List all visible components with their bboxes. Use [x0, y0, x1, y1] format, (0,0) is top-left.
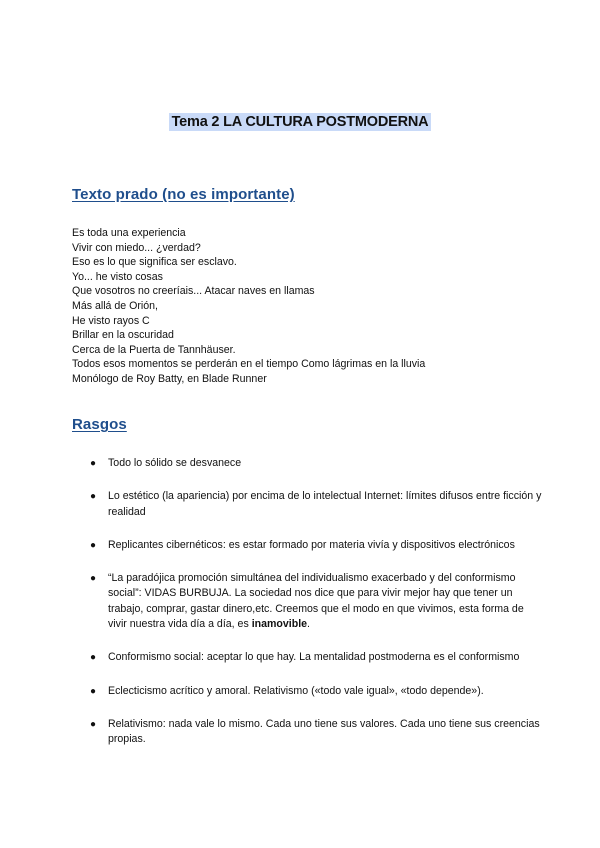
bullet-icon: ● — [90, 718, 97, 730]
list-item-text: Replicantes cibernéticos: es estar formado por materia vivía y dispositivos electrónicos — [108, 538, 515, 551]
list-item-bold-text: inamovible — [251, 618, 308, 631]
poem-line: He visto rayos C — [72, 314, 150, 327]
poem-line: Brillar en la oscuridad — [72, 329, 174, 342]
bullet-icon: ● — [90, 573, 97, 585]
poem-text — [72, 226, 425, 387]
poem-line: Todos esos momentos se perderán en el tiempo Como lágrimas en la lluvia — [72, 358, 426, 371]
list-item-text: Todo lo sólido se desvanece — [108, 457, 242, 469]
rasgos-list — [72, 456, 542, 766]
list-item — [72, 538, 542, 553]
bullet-icon: ● — [90, 539, 97, 551]
list-item-text: Eclecticismo acrítico y amoral. Relativismo («todo vale igual», «todo depende»). — [108, 684, 484, 697]
poem-line: Monólogo de Roy Batty, en Blade Runner — [72, 372, 267, 385]
list-item — [72, 571, 542, 632]
list-item — [72, 684, 542, 699]
section-heading-rasgos: Rasgos — [72, 416, 127, 433]
page-title: Tema 2 LA CULTURA POSTMODERNA — [169, 113, 432, 131]
poem-line: Eso es lo que significa ser esclavo. — [72, 256, 237, 269]
bullet-icon: ● — [90, 491, 97, 503]
list-item — [72, 456, 542, 471]
bullet-icon: ● — [90, 652, 97, 664]
list-item-text: “La paradójica promoción simultánea del individualismo exacerbado y del conformismo social”: VIDAS BURBUJA. La sociedad nos dice que para vivir mejor hay que tener un trabajo, comprar, gastar dinero,etc. Creemos que el modo en que vivimos, esta forma de vivir nuestra vida día a día, es — [108, 572, 524, 631]
poem-line: Vivir con miedo... ¿verdad? — [72, 241, 201, 254]
list-item — [72, 489, 542, 520]
poem-line: Yo... he visto cosas — [72, 270, 163, 283]
list-item — [72, 650, 542, 665]
poem-line: Cerca de la Puerta de Tannhäuser. — [72, 343, 236, 356]
list-item-text-end: . — [307, 618, 310, 631]
list-item-text: Lo estético (la apariencia) por encima de lo intelectual Internet: límites difusos entre ficción y realidad — [108, 490, 542, 518]
title-container — [0, 113, 600, 131]
poem-line: Es toda una experiencia — [72, 227, 186, 239]
bullet-icon: ● — [90, 458, 97, 469]
list-item-text: Relativismo: nada vale lo mismo. Cada uno tiene sus valores. Cada uno tiene sus creencias propias. — [108, 717, 540, 746]
list-item-text: Conformismo social: aceptar lo que hay. La mentalidad postmoderna es el conformismo — [108, 651, 520, 664]
poem-line: Que vosotros no creeríais... Atacar naves en llamas — [72, 285, 315, 298]
bullet-icon: ● — [90, 685, 97, 697]
list-item — [72, 717, 542, 748]
poem-line: Más allá de Orión, — [72, 299, 158, 312]
section-heading-texto-prado: Texto prado (no es importante) — [72, 186, 295, 203]
